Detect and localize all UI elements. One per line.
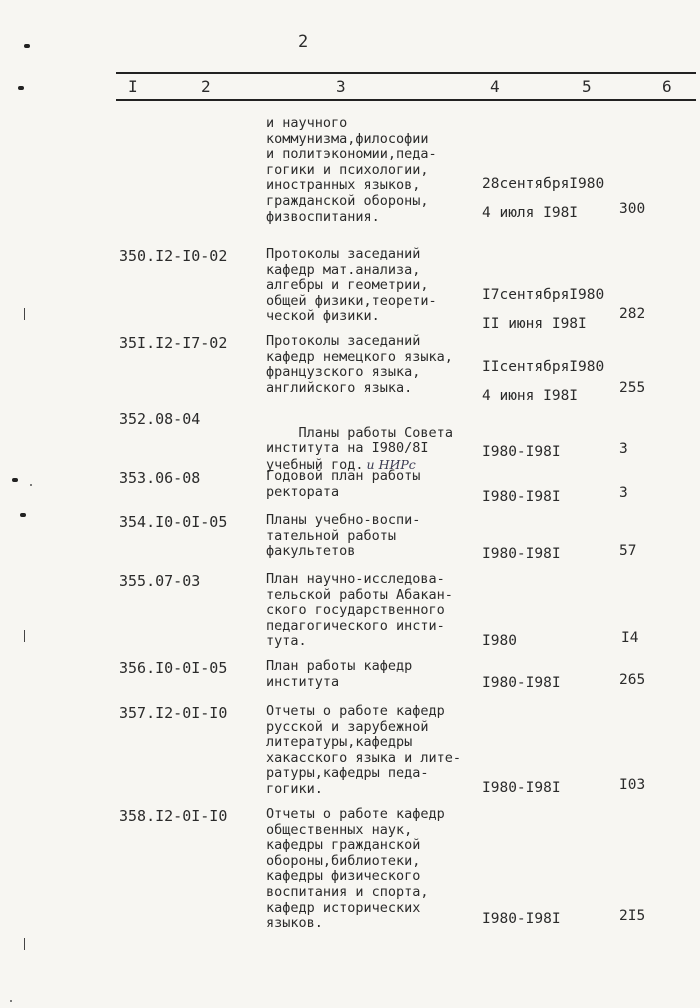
entry-dates: I980 bbox=[482, 633, 517, 649]
entry-code: 354.I0-0I-05 bbox=[119, 513, 228, 531]
entry-count: 2I5 bbox=[619, 908, 646, 924]
table-top-rule bbox=[116, 72, 696, 74]
column-header-1: I bbox=[128, 77, 138, 96]
entry-description: Планы работы Совета института на I980/8I учебный год. bbox=[266, 424, 453, 473]
entry-description: Годовой план работы ректората bbox=[266, 468, 421, 500]
entry-count: 300 bbox=[619, 201, 646, 217]
column-header-5: 5 bbox=[582, 77, 592, 96]
entry-description: Протоколы заседаний кафедр немецкого языка, французского языка, английского языка. bbox=[266, 333, 453, 396]
scan-speck bbox=[30, 484, 32, 486]
entry-dates: I980-I98I bbox=[482, 675, 561, 691]
entry-description: и научного коммунизма,философии и политэкономии,педа- гогики и психологии, иностранных языков, гражданской обороны, физвоспитания. bbox=[266, 115, 437, 225]
column-header-6: 6 bbox=[662, 77, 672, 96]
entry-dates: I7сентябряI980 II июня I98I bbox=[482, 287, 605, 332]
entry-description: Отчеты о работе кафедр общественных наук, кафедры гражданской обороны,библиотеки, кафедры физического воспитания и спорта, кафедр исторических языков. bbox=[266, 806, 445, 932]
table-header-rule bbox=[116, 99, 696, 101]
entry-description: Отчеты о работе кафедр русской и зарубежной литературы,кафедры хакасского языка и лите- ратуры,кафедры педа- гогики. bbox=[266, 703, 462, 797]
column-header-3: 3 bbox=[336, 77, 346, 96]
entry-description: Планы учебно-воспи- тательной работы факультетов bbox=[266, 512, 421, 560]
entry-code: 35I.I2-I7-02 bbox=[119, 334, 228, 352]
entry-count: 57 bbox=[619, 543, 637, 559]
scan-speck bbox=[10, 1000, 12, 1002]
entry-description: План научно-исследова- тельской работы Абакан- ского государственного педагогического инсти- тута. bbox=[266, 571, 453, 650]
entry-code: 352.08-04 bbox=[119, 410, 201, 428]
entry-code: 353.06-08 bbox=[119, 469, 201, 487]
entry-code: 358.I2-0I-I0 bbox=[119, 807, 228, 825]
binding-hole-mark bbox=[12, 478, 18, 482]
entry-code: 355.07-03 bbox=[119, 572, 201, 590]
column-header-2: 2 bbox=[201, 77, 211, 96]
margin-tick bbox=[24, 938, 25, 950]
handwritten-annotation: и НИРс bbox=[366, 456, 416, 472]
entry-description: Протоколы заседаний кафедр мат.анализа, алгебры и геометрии, общей физики,теорети- ческой физики. bbox=[266, 246, 437, 325]
entry-count: 265 bbox=[619, 672, 646, 688]
margin-tick bbox=[24, 630, 25, 642]
binding-hole-mark bbox=[24, 44, 30, 48]
page-number: 2 bbox=[298, 32, 309, 52]
entry-dates: I980-I98I bbox=[482, 780, 561, 796]
entry-dates: I980-I98I bbox=[482, 444, 561, 460]
entry-count: I03 bbox=[619, 777, 646, 793]
entry-dates: I980-I98I bbox=[482, 489, 561, 505]
entry-dates: 28сентябряI980 4 июля I98I bbox=[482, 176, 605, 221]
entry-dates: I980-I98I bbox=[482, 546, 561, 562]
entry-code: 357.I2-0I-I0 bbox=[119, 704, 228, 722]
column-header-4: 4 bbox=[490, 77, 500, 96]
entry-description: План работы кафедр института bbox=[266, 658, 413, 690]
margin-tick bbox=[24, 308, 25, 320]
entry-count: 282 bbox=[619, 306, 646, 322]
entry-count: 3 bbox=[619, 441, 628, 457]
entry-code: 350.I2-I0-02 bbox=[119, 247, 228, 265]
entry-code: 356.I0-0I-05 bbox=[119, 659, 228, 677]
entry-dates: IIсентябряI980 4 июня I98I bbox=[482, 359, 605, 404]
entry-count: 255 bbox=[619, 380, 646, 396]
entry-dates: I980-I98I bbox=[482, 911, 561, 927]
entry-count: 3 bbox=[619, 485, 628, 501]
entry-count: I4 bbox=[621, 630, 639, 646]
binding-hole-mark bbox=[18, 86, 24, 90]
binding-hole-mark bbox=[20, 513, 26, 517]
